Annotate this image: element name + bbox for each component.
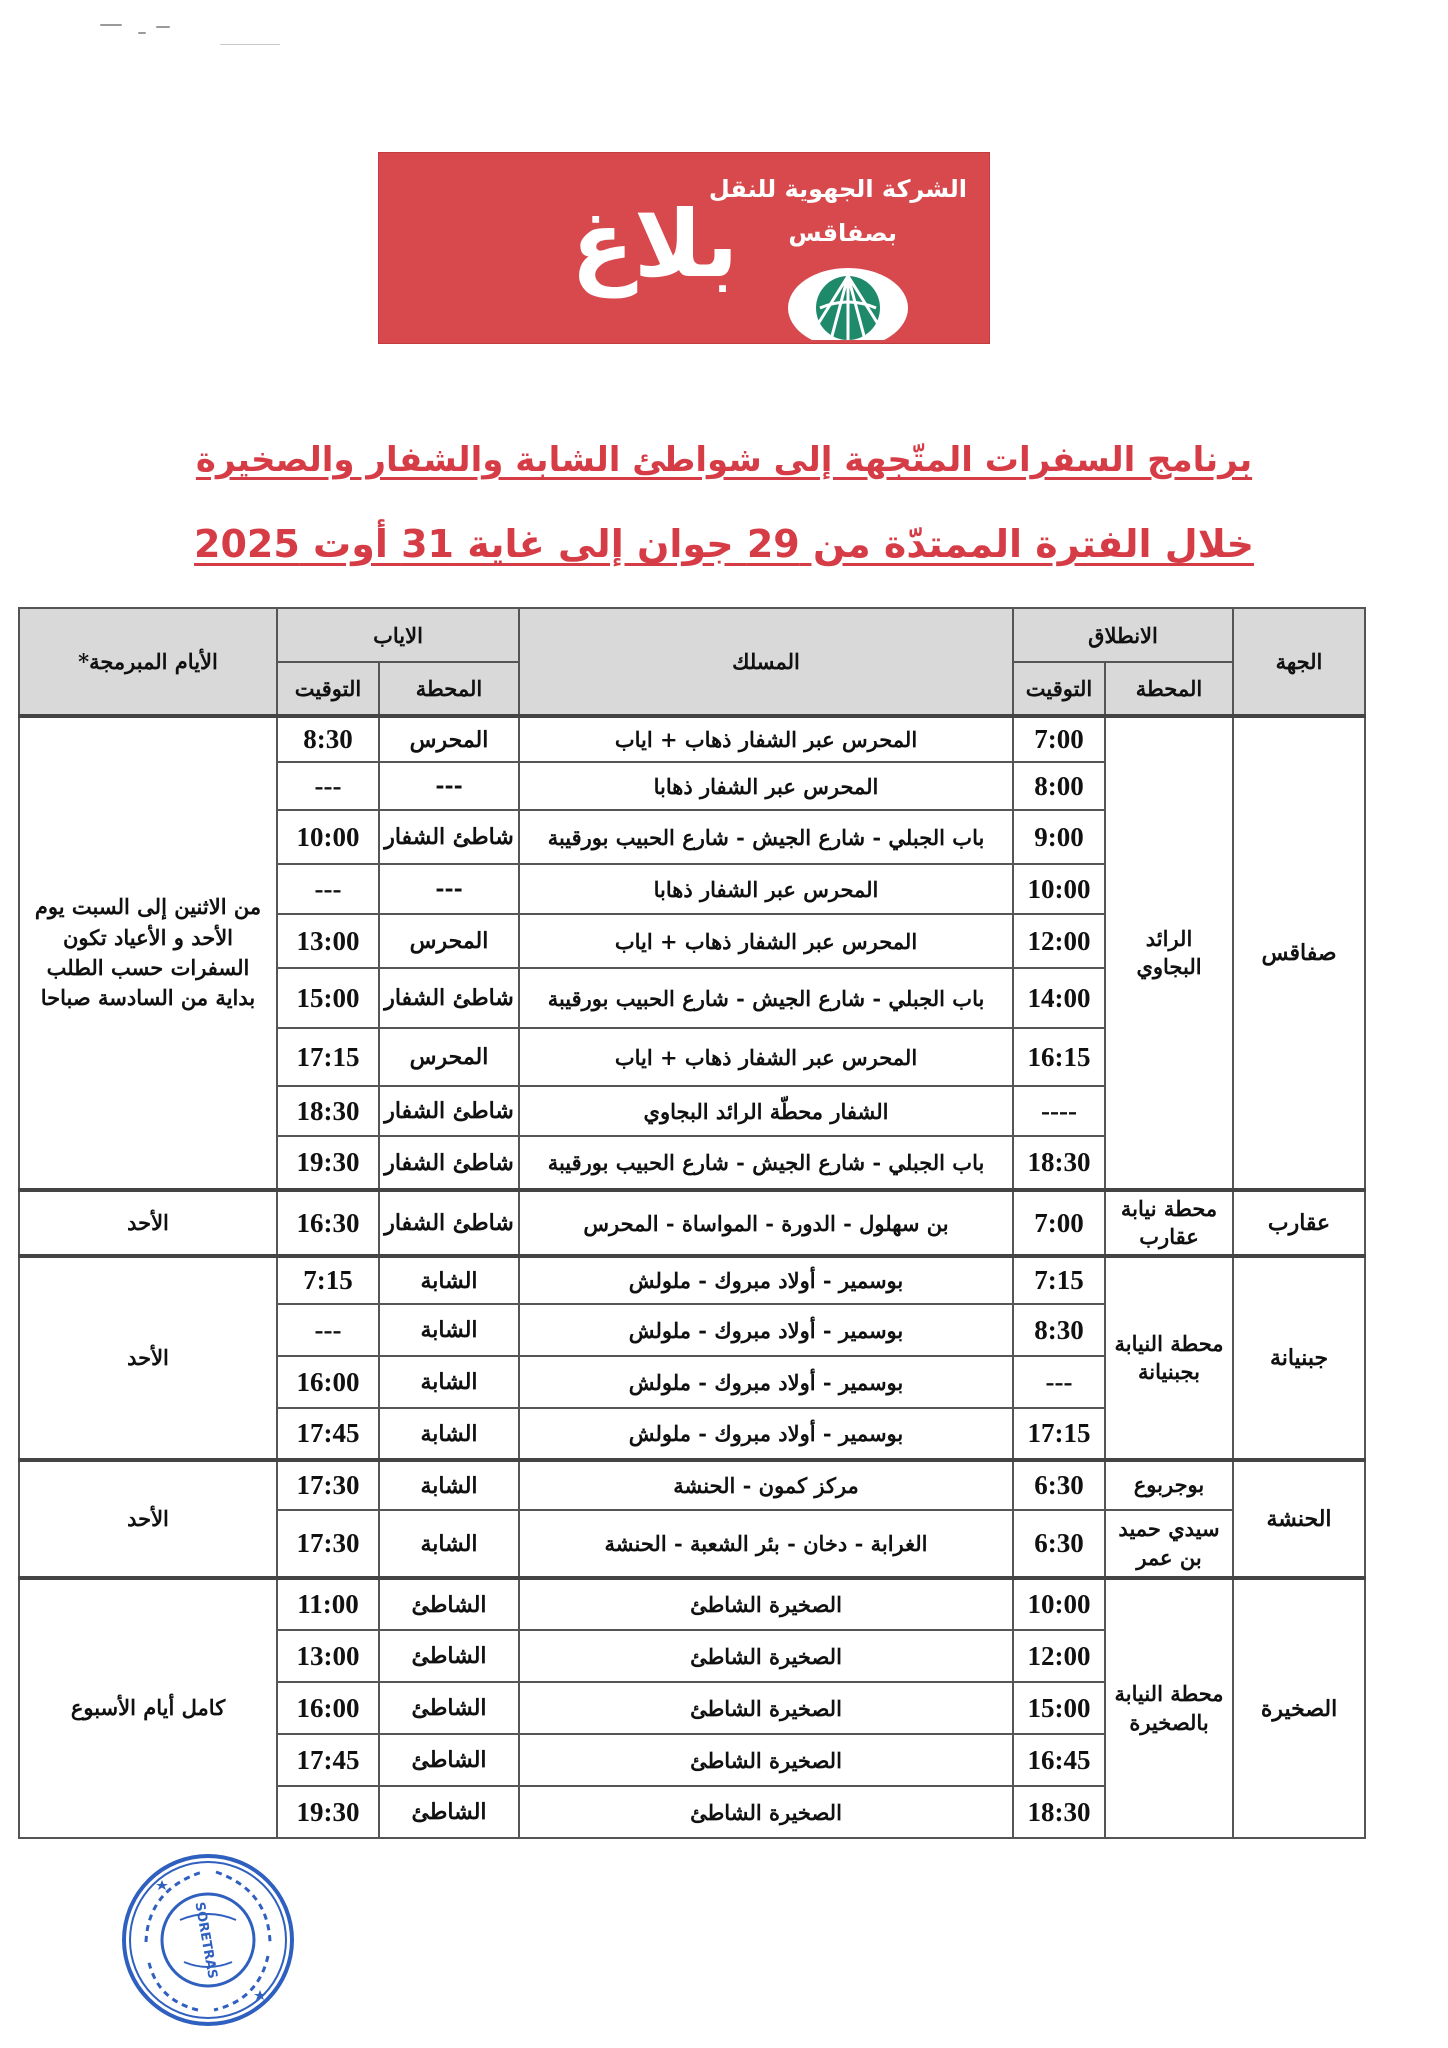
return-station-cell: الشابة bbox=[379, 1304, 519, 1356]
departure-time-cell: 10:00 bbox=[1013, 1578, 1105, 1630]
return-time-cell: 13:00 bbox=[277, 1630, 379, 1682]
departure-time-cell: 18:30 bbox=[1013, 1786, 1105, 1838]
return-station-cell: الشابة bbox=[379, 1408, 519, 1460]
header-departure-time: التوقيت bbox=[1013, 662, 1105, 716]
table-row bbox=[19, 716, 1365, 762]
return-time-cell: 16:00 bbox=[277, 1356, 379, 1408]
company-logo-icon bbox=[784, 250, 912, 340]
return-time-cell: 17:15 bbox=[277, 1028, 379, 1086]
header-destination: الجهة bbox=[1233, 608, 1365, 716]
return-station-cell: الشابة bbox=[379, 1460, 519, 1510]
return-time-cell: 17:30 bbox=[277, 1460, 379, 1510]
departure-station-cell: الرائد البجاوي bbox=[1105, 716, 1233, 1190]
route-cell: بن سهلول - الدورة - المواساة - المحرس bbox=[519, 1190, 1013, 1256]
route-cell: مركز كمون - الحنشة bbox=[519, 1460, 1013, 1510]
return-station-cell: المحرس bbox=[379, 716, 519, 762]
departure-time-cell: 8:30 bbox=[1013, 1304, 1105, 1356]
departure-station-cell: محطة نيابة عقارب bbox=[1105, 1190, 1233, 1256]
departure-station-cell: محطة النيابة بجبنيانة bbox=[1105, 1256, 1233, 1460]
departure-time-cell: 9:00 bbox=[1013, 810, 1105, 864]
return-station-cell: شاطئ الشفار bbox=[379, 968, 519, 1028]
return-time-cell: --- bbox=[277, 864, 379, 914]
company-stamp-icon bbox=[118, 1850, 298, 2030]
departure-station-cell: محطة النيابة بالصخيرة bbox=[1105, 1578, 1233, 1838]
departure-time-cell: ---- bbox=[1013, 1086, 1105, 1136]
return-time-cell: 19:30 bbox=[277, 1136, 379, 1190]
route-cell: باب الجبلي - شارع الجيش - شارع الحبيب بورقيبة bbox=[519, 1136, 1013, 1190]
scan-marks bbox=[100, 18, 290, 48]
route-cell: الصخيرة الشاطئ bbox=[519, 1786, 1013, 1838]
return-time-cell: --- bbox=[277, 762, 379, 810]
return-time-cell: 8:30 bbox=[277, 716, 379, 762]
departure-time-cell: 10:00 bbox=[1013, 864, 1105, 914]
return-station-cell: الشابة bbox=[379, 1356, 519, 1408]
departure-time-cell: 7:00 bbox=[1013, 1190, 1105, 1256]
departure-time-cell: 7:00 bbox=[1013, 716, 1105, 762]
route-cell: المحرس عبر الشفار ذهاب + اياب bbox=[519, 1028, 1013, 1086]
return-time-cell: --- bbox=[277, 1304, 379, 1356]
return-time-cell: 13:00 bbox=[277, 914, 379, 968]
departure-station-cell: بوجربوع bbox=[1105, 1460, 1233, 1510]
schedule-table bbox=[18, 607, 1366, 1839]
route-cell: الصخيرة الشاطئ bbox=[519, 1578, 1013, 1630]
scheduled-days-cell: الأحد bbox=[19, 1460, 277, 1578]
departure-time-cell: 7:15 bbox=[1013, 1256, 1105, 1304]
return-station-cell: --- bbox=[379, 762, 519, 810]
route-cell: بوسمير - أولاد مبروك - ملولش bbox=[519, 1256, 1013, 1304]
route-cell: الصخيرة الشاطئ bbox=[519, 1682, 1013, 1734]
return-station-cell: شاطئ الشفار bbox=[379, 1190, 519, 1256]
return-station-cell: الشابة bbox=[379, 1256, 519, 1304]
return-station-cell: شاطئ الشفار bbox=[379, 810, 519, 864]
return-time-cell: 17:45 bbox=[277, 1408, 379, 1460]
route-cell: باب الجبلي - شارع الجيش - شارع الحبيب بورقيبة bbox=[519, 810, 1013, 864]
return-time-cell: 15:00 bbox=[277, 968, 379, 1028]
table-row bbox=[19, 1460, 1365, 1510]
return-station-cell: الشاطئ bbox=[379, 1734, 519, 1786]
scheduled-days-cell: الأحد bbox=[19, 1256, 277, 1460]
return-time-cell: 16:30 bbox=[277, 1190, 379, 1256]
departure-time-cell: 17:15 bbox=[1013, 1408, 1105, 1460]
route-cell: الصخيرة الشاطئ bbox=[519, 1630, 1013, 1682]
table-row bbox=[19, 1578, 1365, 1630]
header-departure: الانطلاق bbox=[1013, 608, 1233, 662]
return-station-cell: المحرس bbox=[379, 914, 519, 968]
return-time-cell: 10:00 bbox=[277, 810, 379, 864]
header-days: الأيام المبرمجة* bbox=[19, 608, 277, 716]
header-route: المسلك bbox=[519, 608, 1013, 716]
return-station-cell: الشابة bbox=[379, 1510, 519, 1578]
return-station-cell: شاطئ الشفار bbox=[379, 1086, 519, 1136]
return-time-cell: 16:00 bbox=[277, 1682, 379, 1734]
return-station-cell: الشاطئ bbox=[379, 1630, 519, 1682]
stamp-inner-text: SORETRAS bbox=[191, 1900, 220, 1980]
destination-cell: الصخيرة bbox=[1233, 1578, 1365, 1838]
departure-time-cell: 12:00 bbox=[1013, 914, 1105, 968]
table-row bbox=[19, 1256, 1365, 1304]
route-cell: المحرس عبر الشفار ذهاب + اياب bbox=[519, 716, 1013, 762]
header-return-time: التوقيت bbox=[277, 662, 379, 716]
route-cell: بوسمير - أولاد مبروك - ملولش bbox=[519, 1408, 1013, 1460]
header-return: الاياب bbox=[277, 608, 519, 662]
return-station-cell: --- bbox=[379, 864, 519, 914]
header-departure-station: المحطة bbox=[1105, 662, 1233, 716]
departure-time-cell: 18:30 bbox=[1013, 1136, 1105, 1190]
page-subtitle: خلال الفترة الممتدّة من 29 جوان إلى غاية 31 أوت 2025 bbox=[194, 522, 1254, 566]
return-station-cell: الشاطئ bbox=[379, 1682, 519, 1734]
departure-time-cell: 16:15 bbox=[1013, 1028, 1105, 1086]
departure-time-cell: 14:00 bbox=[1013, 968, 1105, 1028]
banner-company-name: الشركة الجهوية للنقل bbox=[708, 175, 967, 203]
departure-time-cell: 6:30 bbox=[1013, 1510, 1105, 1578]
return-station-cell: المحرس bbox=[379, 1028, 519, 1086]
route-cell: الصخيرة الشاطئ bbox=[519, 1734, 1013, 1786]
return-time-cell: 17:30 bbox=[277, 1510, 379, 1578]
scheduled-days-cell: الأحد bbox=[19, 1190, 277, 1256]
route-cell: بوسمير - أولاد مبروك - ملولش bbox=[519, 1304, 1013, 1356]
return-station-cell: الشاطئ bbox=[379, 1786, 519, 1838]
announcement-banner bbox=[378, 152, 990, 344]
departure-time-cell: --- bbox=[1013, 1356, 1105, 1408]
return-station-cell: الشاطئ bbox=[379, 1578, 519, 1630]
return-time-cell: 18:30 bbox=[277, 1086, 379, 1136]
route-cell: الغرابة - دخان - بئر الشعبة - الحنشة bbox=[519, 1510, 1013, 1578]
scheduled-days-cell: من الاثنين إلى السبت يوم الأحد و الأعياد تكون السفرات حسب الطلب بداية من السادسة صباحا bbox=[19, 716, 277, 1190]
departure-station-cell: سيدي حميد بن عمر bbox=[1105, 1510, 1233, 1578]
route-cell: باب الجبلي - شارع الجيش - شارع الحبيب بورقيبة bbox=[519, 968, 1013, 1028]
departure-time-cell: 8:00 bbox=[1013, 762, 1105, 810]
return-time-cell: 11:00 bbox=[277, 1578, 379, 1630]
destination-cell: جبنيانة bbox=[1233, 1256, 1365, 1460]
route-cell: المحرس عبر الشفار ذهاب + اياب bbox=[519, 914, 1013, 968]
route-cell: الشفار محطّة الرائد البجاوي bbox=[519, 1086, 1013, 1136]
return-time-cell: 7:15 bbox=[277, 1256, 379, 1304]
return-time-cell: 17:45 bbox=[277, 1734, 379, 1786]
departure-time-cell: 12:00 bbox=[1013, 1630, 1105, 1682]
route-cell: بوسمير - أولاد مبروك - ملولش bbox=[519, 1356, 1013, 1408]
header-return-station: المحطة bbox=[379, 662, 519, 716]
route-cell: المحرس عبر الشفار ذهابا bbox=[519, 864, 1013, 914]
page-title: برنامج السفرات المتّجهة إلى شواطئ الشابة والشفار والصخيرة bbox=[195, 440, 1253, 480]
departure-time-cell: 6:30 bbox=[1013, 1460, 1105, 1510]
departure-time-cell: 15:00 bbox=[1013, 1682, 1105, 1734]
route-cell: المحرس عبر الشفار ذهابا bbox=[519, 762, 1013, 810]
destination-cell: عقارب bbox=[1233, 1190, 1365, 1256]
banner-city: بصفاقس bbox=[788, 219, 897, 247]
departure-time-cell: 16:45 bbox=[1013, 1734, 1105, 1786]
scheduled-days-cell: كامل أيام الأسبوع bbox=[19, 1578, 277, 1838]
banner-headline: بلاغ bbox=[571, 191, 739, 298]
destination-cell: الحنشة bbox=[1233, 1460, 1365, 1578]
return-station-cell: شاطئ الشفار bbox=[379, 1136, 519, 1190]
table-row bbox=[19, 1190, 1365, 1256]
destination-cell: صفاقس bbox=[1233, 716, 1365, 1190]
return-time-cell: 19:30 bbox=[277, 1786, 379, 1838]
